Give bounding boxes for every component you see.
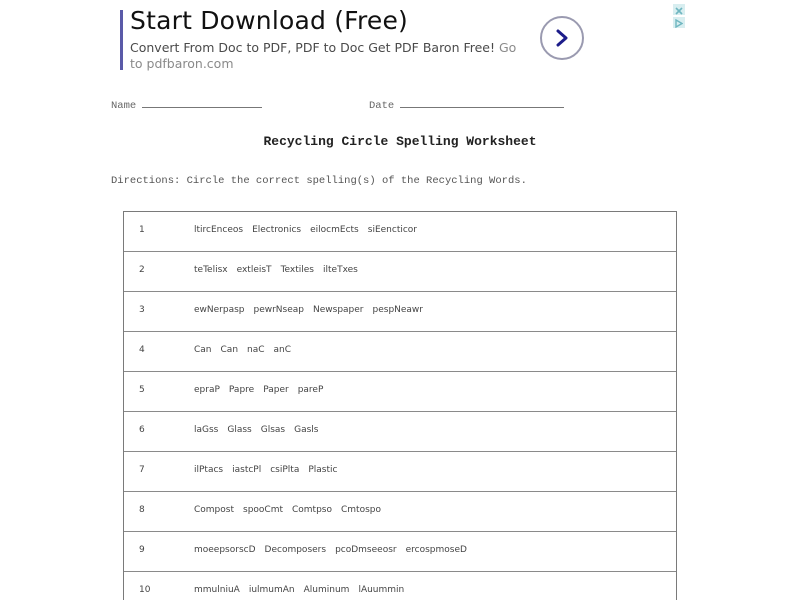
word-option[interactable]: iulmumAn (248, 585, 295, 595)
word-options (194, 385, 332, 395)
table-row (124, 212, 676, 252)
word-option[interactable]: anC (273, 345, 292, 355)
word-option[interactable]: Can (220, 345, 239, 355)
word-option[interactable]: ilPtacs (194, 465, 224, 475)
table-row (124, 532, 676, 572)
word-options (194, 585, 413, 595)
date-blank-line (400, 97, 564, 108)
name-field (111, 97, 262, 112)
word-options (194, 225, 426, 235)
word-options (194, 345, 300, 355)
date-field (369, 97, 564, 112)
ad-banner[interactable] (120, 8, 600, 70)
word-options (194, 265, 367, 275)
word-option[interactable]: pespNeawr (372, 305, 423, 315)
row-number: 7 (139, 465, 145, 475)
ad-description-link[interactable]: Go to pdfbaron.com (130, 40, 517, 71)
word-option[interactable]: Compost (194, 505, 234, 515)
word-options (194, 465, 346, 475)
word-option[interactable]: Can (194, 345, 212, 355)
ad-go-button[interactable] (540, 16, 584, 60)
word-option[interactable]: csiPlta (270, 465, 300, 475)
ad-accent-bar (120, 10, 123, 70)
word-option[interactable]: Decomposers (264, 545, 327, 555)
row-number: 2 (139, 265, 145, 275)
directions: Directions: Circle the correct spelling(s) of the Recycling Words. (111, 175, 527, 187)
word-option[interactable]: pewrNseap (253, 305, 304, 315)
ad-controls (673, 4, 685, 30)
table-row (124, 572, 676, 600)
word-option[interactable]: ercospmoseD (405, 545, 467, 555)
row-number: 8 (139, 505, 145, 515)
adchoices-icon (675, 13, 683, 32)
name-date-row (111, 97, 581, 113)
word-option[interactable]: Textiles (280, 265, 314, 275)
worksheet-title: Recycling Circle Spelling Worksheet (263, 134, 537, 149)
word-option[interactable]: epraP (194, 385, 220, 395)
word-option[interactable]: Glass (227, 425, 252, 435)
word-option[interactable]: Gasls (294, 425, 319, 435)
word-option[interactable]: Electronics (252, 225, 302, 235)
word-option[interactable]: eilocmEcts (310, 225, 359, 235)
row-number: 6 (139, 425, 145, 435)
word-option[interactable]: siEencticor (367, 225, 417, 235)
ad-description[interactable] (130, 40, 530, 72)
date-label: Date (369, 100, 395, 112)
name-blank-line (142, 97, 262, 108)
word-options (194, 505, 390, 515)
word-option[interactable]: extleisT (236, 265, 272, 275)
row-number: 4 (139, 345, 145, 355)
word-options (194, 425, 328, 435)
word-option[interactable]: ilteTxes (323, 265, 358, 275)
name-label: Name (111, 100, 137, 112)
table-row (124, 452, 676, 492)
word-option[interactable]: lAuummin (358, 585, 405, 595)
ad-title[interactable]: Start Download (Free) (130, 6, 408, 35)
word-option[interactable]: naC (247, 345, 265, 355)
word-option[interactable]: teTelisx (194, 265, 228, 275)
word-option[interactable]: moeepsorscD (194, 545, 256, 555)
word-option[interactable]: Plastic (308, 465, 338, 475)
word-option[interactable]: spooCmt (243, 505, 283, 515)
table-row (124, 292, 676, 332)
word-option[interactable]: laGss (194, 425, 219, 435)
table-row (124, 372, 676, 412)
adchoices-button[interactable] (673, 17, 685, 28)
page-title (0, 134, 800, 149)
word-option[interactable]: ltircEnceos (194, 225, 244, 235)
chevron-right-icon (554, 28, 570, 48)
word-option[interactable]: Newspaper (313, 305, 364, 315)
word-option[interactable]: pareP (297, 385, 324, 395)
word-option[interactable]: Paper (263, 385, 289, 395)
ad-description-main: Convert From Doc to PDF, PDF to Doc Get PDF Baron Free! (130, 40, 496, 55)
word-option[interactable]: Comtpso (292, 505, 332, 515)
word-option[interactable]: Glsas (260, 425, 286, 435)
table-row (124, 332, 676, 372)
row-number: 5 (139, 385, 145, 395)
word-option[interactable]: Aluminum (303, 585, 350, 595)
word-option[interactable]: ewNerpasp (194, 305, 245, 315)
word-option[interactable]: pcoDmseeosr (335, 545, 397, 555)
row-number: 1 (139, 225, 145, 235)
row-number: 10 (139, 585, 151, 595)
word-option[interactable]: Papre (228, 385, 255, 395)
word-option[interactable]: mmulniuA (194, 585, 240, 595)
spelling-table (123, 211, 677, 600)
word-option[interactable]: iastcPl (232, 465, 262, 475)
row-number: 3 (139, 305, 145, 315)
table-row (124, 412, 676, 452)
table-row (124, 252, 676, 292)
word-options (194, 305, 432, 315)
row-number: 9 (139, 545, 145, 555)
table-row (124, 492, 676, 532)
word-options (194, 545, 476, 555)
word-option[interactable]: Cmtospo (341, 505, 381, 515)
